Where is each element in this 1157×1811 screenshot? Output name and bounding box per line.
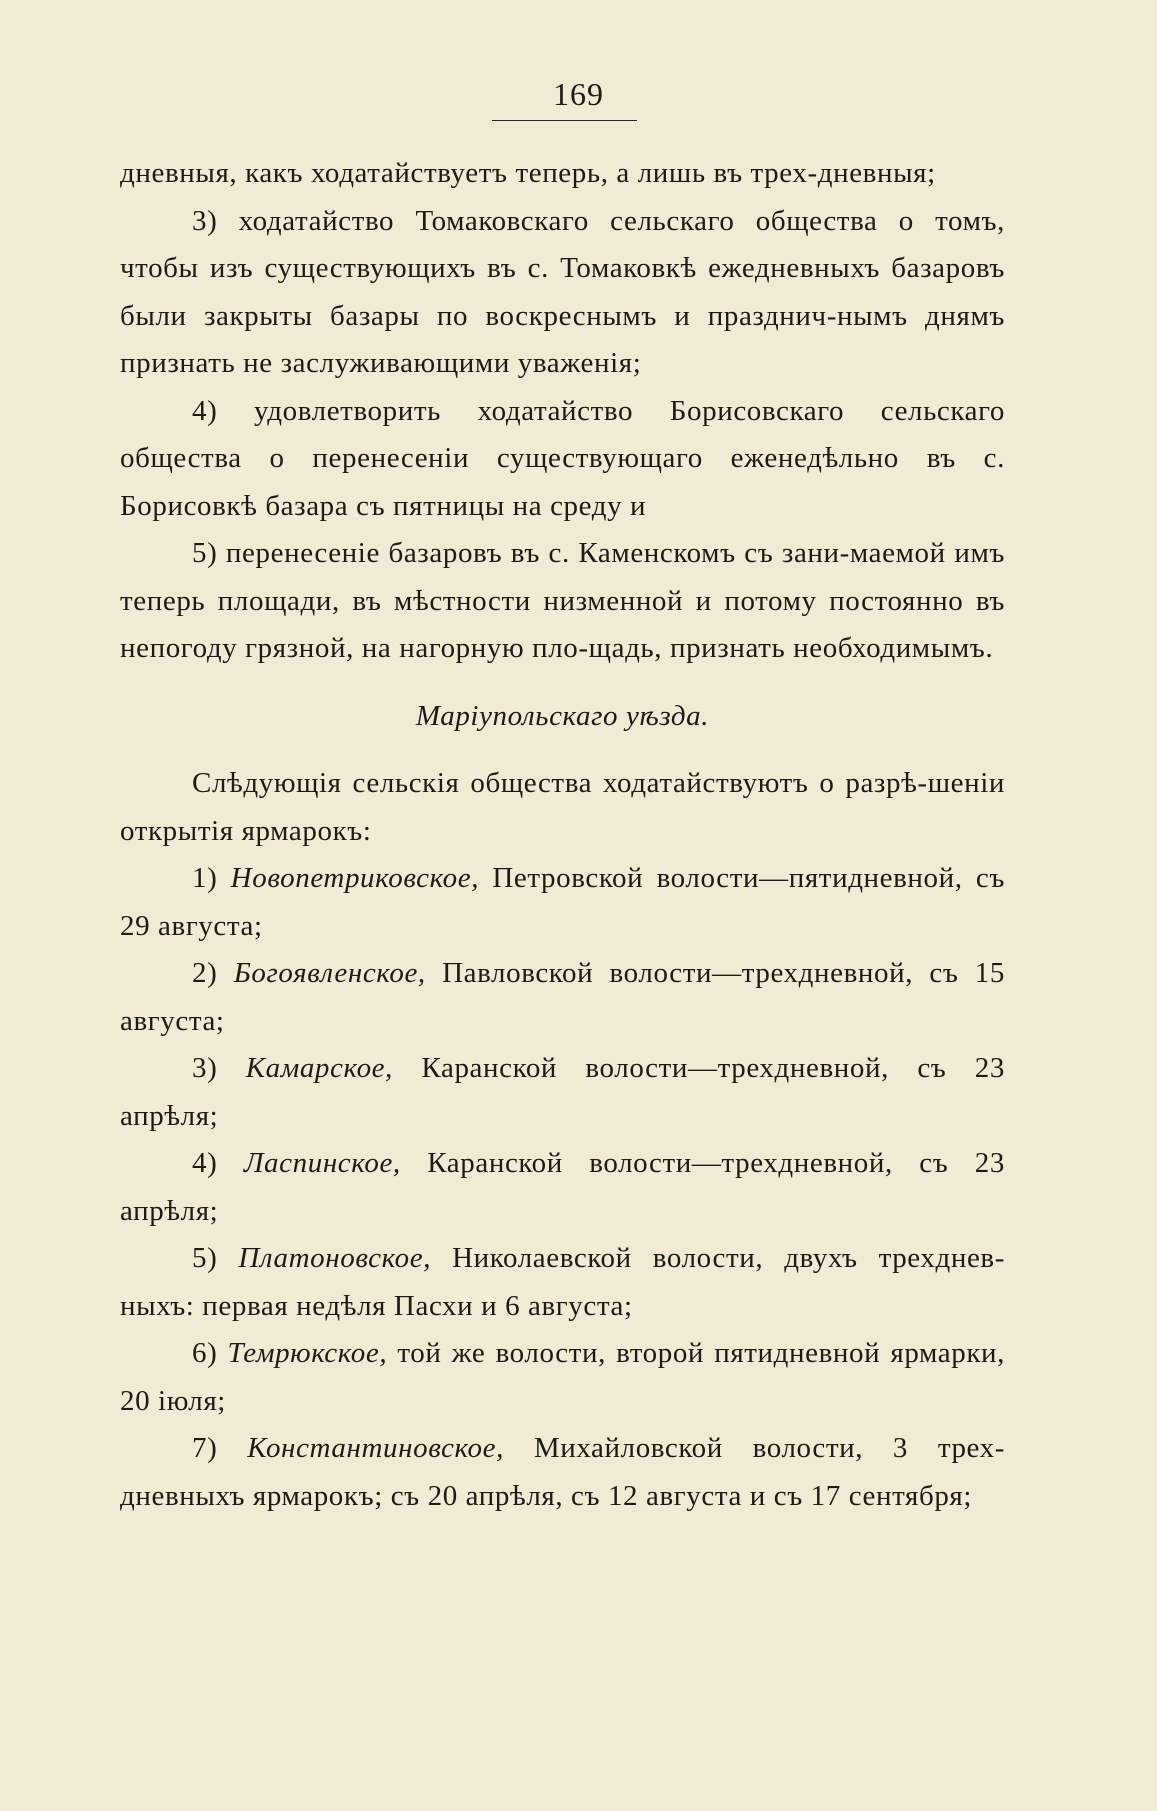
item-details: Петровской волости—пятидневной, съ 29 августа; <box>120 862 1005 942</box>
village-name: Камарское, <box>245 1052 393 1084</box>
village-name: Темрюкское, <box>227 1337 388 1369</box>
item-number: 4) <box>192 1147 218 1179</box>
header-rule <box>492 120 637 121</box>
fair-item <box>120 950 1005 1045</box>
intro-paragraph: Слѣдующія сельскія общества ходатайствуютъ о разрѣ-шеніи открытія ярмарокъ: <box>120 767 1005 847</box>
fair-item <box>120 1330 1005 1425</box>
paragraph-item-5: 5) перенесеніе базаровъ въ с. Каменскомъ съ зани-маемой имъ теперь площади, въ мѣстности низменной и потому постоянно въ непогоду грязной, на нагорную пло-щадь, признать необходимымъ. <box>120 537 1005 664</box>
item-number: 1) <box>192 862 218 894</box>
item-number: 2) <box>192 957 218 989</box>
village-name: Новопетриковское, <box>230 862 480 894</box>
item-details: Николаевской волости, двухъ трехднев-ныхъ: первая недѣля Пасхи и 6 августа; <box>120 1242 1005 1322</box>
village-name: Платоновское, <box>238 1242 432 1274</box>
fair-item <box>120 855 1005 950</box>
item-number: 3) <box>192 1052 218 1084</box>
item-number: 5) <box>192 1242 218 1274</box>
paragraph-continuation: дневныя, какъ ходатайствуетъ теперь, а лишь въ трех-дневныя; <box>120 157 936 189</box>
paragraph-item-3: 3) ходатайство Томаковскаго сельскаго общества о томъ, чтобы изъ существующихъ въ с. Томаковкѣ ежедневныхъ базаровъ были закрыты базары по воскреснымъ и празднич-нымъ днямъ признать не заслуживающими уваженія; <box>120 204 1005 379</box>
item-details: Павловской волости—трехдневной, съ 15 августа; <box>120 957 1005 1037</box>
village-name: Константиновское, <box>247 1432 504 1464</box>
item-details: Каранской волости—трехдневной, съ 23 апрѣля; <box>120 1052 1006 1132</box>
paragraph-item-4: 4) удовлетворить ходатайство Борисовскаго сельскаго общества о перенесеніи существующаго еженедѣльно въ с. Борисовкѣ базара съ пятницы на среду и <box>120 394 1005 522</box>
item-number: 7) <box>192 1432 218 1464</box>
section-heading: Маріупольскаго уѣзда. <box>415 699 710 732</box>
village-name: Ласпинское, <box>243 1147 401 1179</box>
item-details: Каранской волости—трехдневной, съ 23 апрѣля; <box>120 1147 1005 1227</box>
item-details: той же волости, второй пятидневной ярмарки, 20 іюля; <box>120 1337 1005 1417</box>
fair-item <box>120 1045 1005 1140</box>
fair-item <box>120 1140 1005 1235</box>
page-number: 169 <box>553 76 604 112</box>
item-details: Михайловской волости, 3 трех-дневныхъ ярмарокъ; съ 20 апрѣля, съ 12 августа и съ 17 сентября; <box>120 1432 1005 1512</box>
village-name: Богоявленское, <box>233 957 426 989</box>
page-body <box>120 150 1005 1520</box>
fair-item <box>120 1235 1005 1330</box>
item-number: 6) <box>192 1337 218 1369</box>
fair-item <box>120 1425 1005 1520</box>
